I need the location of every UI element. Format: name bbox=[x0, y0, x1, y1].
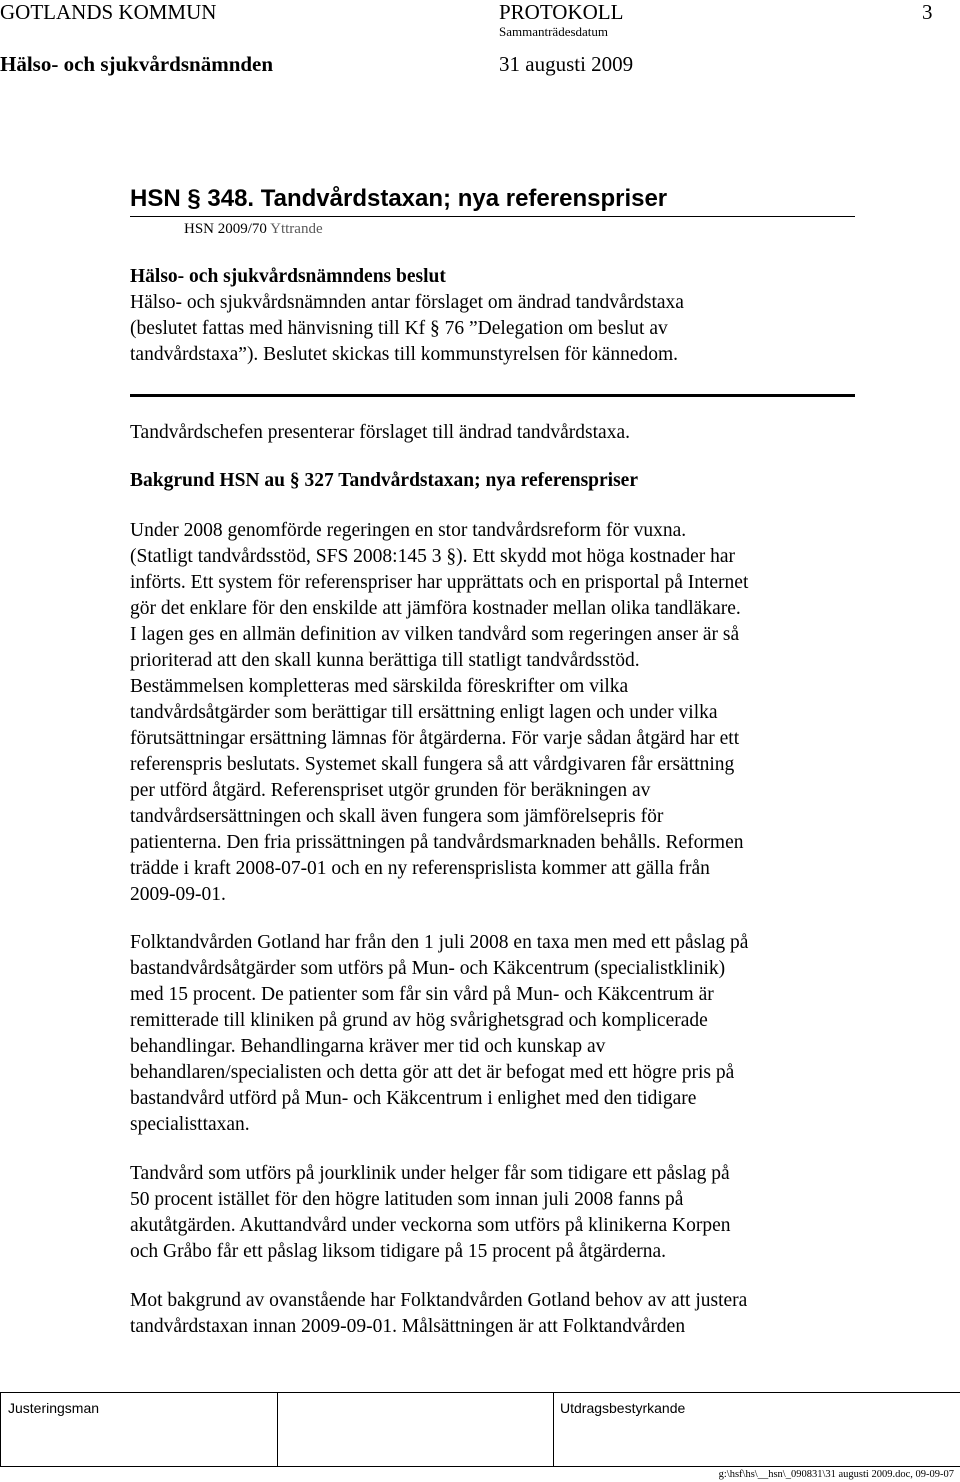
date-label: Sammanträdesdatum bbox=[499, 24, 609, 39]
decision-heading: Hälso- och sjukvårdsnämndens beslut bbox=[130, 266, 446, 287]
decision-line: Hälso- och sjukvårdsnämnden antar förslaget om ändrad tandvårdstaxa bbox=[130, 292, 684, 313]
paragraph-line: tandvårdsåtgärder som berättigar till ersättning enligt lagen och under vilka bbox=[130, 702, 718, 723]
paragraph-line: gör det enklare för den enskilde att jämföra kostnader mellan olika tandläkare. bbox=[130, 598, 741, 619]
title-text: 348. Tandvårdstaxan; nya referenspriser bbox=[207, 185, 668, 212]
page-number: 3 bbox=[922, 0, 933, 24]
paragraph-line: behandlingar. Behandlingarna kräver mer tid och kunskap av bbox=[130, 1036, 606, 1057]
decision-line: (beslutet fattas med hänvisning till Kf § 76 ”Delegation om beslut av bbox=[130, 318, 668, 339]
paragraph-line: referenspris beslutats. Systemet skall fungera så att vårdgivaren får ersättning bbox=[130, 754, 735, 775]
paragraph-line: och Gråbo får ett påslag liksom tidigare på 15 procent på åtgärderna. bbox=[130, 1241, 667, 1262]
footer-divider bbox=[553, 1392, 554, 1466]
background-heading: Bakgrund HSN au § 327 Tandvårdstaxan; nya referenspriser bbox=[130, 470, 638, 491]
doc-type: PROTOKOLL bbox=[499, 0, 624, 24]
paragraph-line: förutsättningar ersättning lämnas för åtgärderna. För varje sådan åtgärd har ett bbox=[130, 728, 740, 749]
committee-name: Hälso- och sjukvårdsnämnden bbox=[0, 52, 274, 76]
paragraph-line: akutåtgärden. Akuttandvård under veckorna som utförs på klinikerna Korpen bbox=[130, 1215, 731, 1236]
paragraph-line: per utförd åtgärd. Referenspriset utgör grunden för beräkningen av bbox=[130, 780, 651, 801]
decision-line: tandvårdstaxa”). Beslutet skickas till kommunstyrelsen för kännedom. bbox=[130, 344, 679, 365]
footer-bottom-rule bbox=[0, 1466, 960, 1467]
paragraph-line: 50 procent istället för den högre latituden som innan juli 2008 fanns på bbox=[130, 1189, 684, 1210]
meeting-date: 31 augusti 2009 bbox=[499, 52, 634, 76]
paragraph-line: Tandvård som utförs på jourklinik under helger får som tidigare ett påslag på bbox=[130, 1163, 730, 1184]
title-subtitle bbox=[184, 220, 323, 238]
paragraph-line: tandvårdsersättningen och skall även fungera som jämförelsepris för bbox=[130, 806, 664, 827]
paragraph-line: I lagen ges en allmän definition av vilken tandvård som regeringen anser är så bbox=[130, 624, 740, 645]
org-name: GOTLANDS KOMMUN bbox=[0, 0, 217, 24]
intro-text: Tandvårdschefen presenterar förslaget till ändrad tandvårdstaxa. bbox=[130, 422, 630, 443]
footer-left-border bbox=[0, 1392, 1, 1466]
paragraph-line: införts. Ett system för referenspriser har upprättats och en prisportal på Internet bbox=[130, 572, 749, 593]
paragraph-line: bastandvård utförd på Mun- och Käkcentrum i enlighet med den tidigare bbox=[130, 1088, 697, 1109]
paragraph-line: med 15 procent. De patienter som får sin vård på Mun- och Käkcentrum är bbox=[130, 984, 714, 1005]
paragraph-line: Bestämmelsen kompletteras med särskilda föreskrifter om vilka bbox=[130, 676, 629, 697]
section-title bbox=[130, 184, 667, 214]
paragraph-line: Folktandvården Gotland har från den 1 juli 2008 en taxa men med ett påslag på bbox=[130, 932, 749, 953]
paragraph-line: patienterna. Den fria prissättningen på tandvårdsmarknaden behålls. Reformen bbox=[130, 832, 744, 853]
paragraph-line: bastandvårdsåtgärder som utförs på Mun- och Käkcentrum (specialistklinik) bbox=[130, 958, 726, 979]
footer-utdragsbestyrkande: Utdragsbestyrkande bbox=[560, 1400, 686, 1416]
paragraph-line: 2009-09-01. bbox=[130, 884, 226, 905]
paragraph-line: specialisttaxan. bbox=[130, 1114, 250, 1135]
paragraph-line: tandvårdstaxan innan 2009-09-01. Målsättningen är att Folktandvården bbox=[130, 1316, 686, 1337]
yttrande-link[interactable]: Yttrande bbox=[270, 221, 323, 237]
title-hsn: HSN bbox=[130, 185, 181, 212]
footer-file-path: g:\hsf\hs\__hsn\_090831\31 augusti 2009.doc, 09-09-07 bbox=[718, 1469, 954, 1480]
case-number: HSN 2009/70 bbox=[184, 221, 267, 237]
paragraph-line: prioriterad att den skall kunna berättiga till statligt tandvårdsstöd. bbox=[130, 650, 640, 671]
paragraph-line: behandlaren/specialisten och detta gör att det är befogat med ett högre pris på bbox=[130, 1062, 735, 1083]
footer-justeringsman: Justeringsman bbox=[8, 1400, 100, 1416]
paragraph-line: trädde i kraft 2008-07-01 och en ny referensprislista kommer att gälla från bbox=[130, 858, 710, 879]
paragraph-line: (Statligt tandvårdsstöd, SFS 2008:145 3 §). Ett skydd mot höga kostnader har bbox=[130, 546, 736, 567]
footer-divider bbox=[277, 1392, 278, 1466]
title-rule bbox=[130, 216, 855, 217]
paragraph-line: Mot bakgrund av ovanstående har Folktandvården Gotland behov av att justera bbox=[130, 1290, 748, 1311]
section-sign: § bbox=[187, 185, 201, 212]
paragraph-line: remitterade till kliniken på grund av hög svårighetsgrad och komplicerade bbox=[130, 1010, 708, 1031]
footer-rule bbox=[0, 1392, 960, 1393]
paragraph-line: Under 2008 genomförde regeringen en stor tandvårdsreform för vuxna. bbox=[130, 520, 687, 541]
decision-rule bbox=[130, 394, 855, 397]
